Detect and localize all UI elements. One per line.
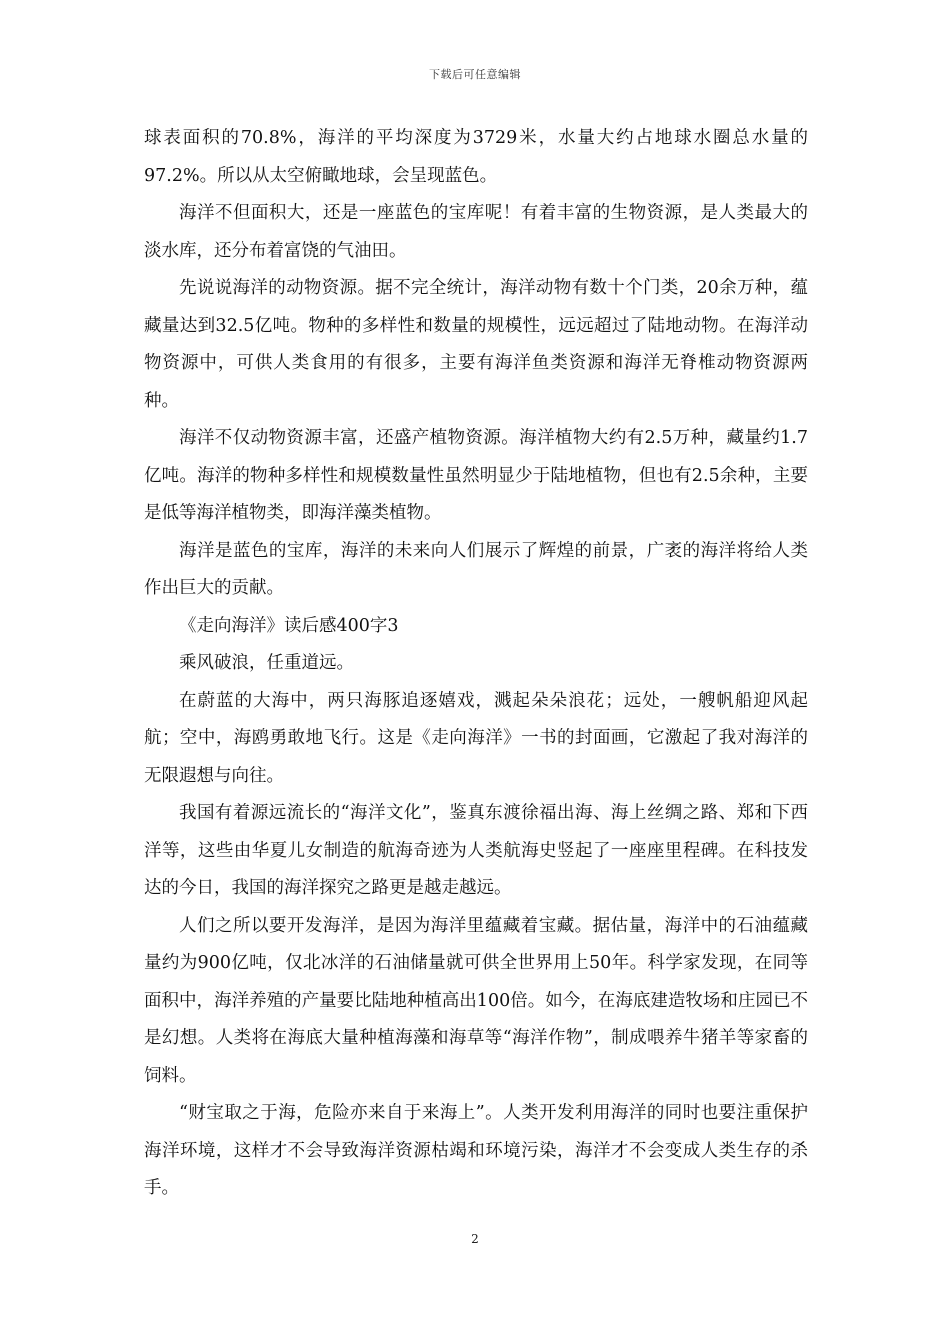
- paragraph: 海洋是蓝色的宝库，海洋的未来向人们展示了辉煌的前景，广袤的海洋将给人类作出巨大的贡献。: [144, 540, 808, 598]
- paragraph: “财宝取之于海，危险亦来自于来海上”。人类开发利用海洋的同时也要注重保护海洋环境，这样才不会导致海洋资源枯竭和环境污染，海洋才不会变成人类生存的杀手。: [144, 1103, 808, 1198]
- section-title: 《走向海洋》读后感400字3: [179, 615, 399, 636]
- paragraph: 球表面积的70.8%，海洋的平均深度为3729米，水量大约占地球水圈总水量的97.2%。所以从太空俯瞰地球，会呈现蓝色。: [144, 128, 808, 186]
- paragraph: 在蔚蓝的大海中，两只海豚追逐嬉戏，溅起朵朵浪花；远处，一艘帆船迎风起航；空中，海鸥勇敢地飞行。这是《走向海洋》一书的封面画，它激起了我对海洋的无限遐想与向往。: [144, 690, 808, 786]
- paragraph: 先说说海洋的动物资源。据不完全统计，海洋动物有数十个门类，20余万种，蕴藏量达到32.5亿吨。物种的多样性和数量的规模性，远远超过了陆地动物。在海洋动物资源中，可供人类食用的有很多，主要有海洋鱼类资源和海洋无脊椎动物资源两种。: [144, 278, 808, 411]
- paragraph: 人们之所以要开发海洋，是因为海洋里蕴藏着宝藏。据估量，海洋中的石油蕴藏量约为900亿吨，仅北冰洋的石油储量就可供全世界用上50年。科学家发现，在同等面积中，海洋养殖的产量要比陆地种植高出100倍。如今，在海底建造牧场和庄园已不是幻想。人类将在海底大量种植海藻和海草等“海洋作物”，制成喂养牛猪羊等家畜的饲料。: [144, 915, 808, 1086]
- document-body: [144, 120, 808, 1208]
- paragraph: 海洋不但面积大，还是一座蓝色的宝库呢！有着丰富的生物资源，是人类最大的淡水库，还分布着富饶的气油田。: [144, 203, 808, 261]
- paragraph: 我国有着源远流长的“海洋文化”，鉴真东渡徐福出海、海上丝绸之路、郑和下西洋等，这些由华夏儿女制造的航海奇迹为人类航海史竖起了一座座里程碑。在科技发达的今日，我国的海洋探究之路更是越走越远。: [144, 803, 808, 898]
- paragraph: 乘风破浪，任重道远。: [179, 653, 354, 673]
- paragraph: 海洋不仅动物资源丰富，还盛产植物资源。海洋植物大约有2.5万种，藏量约1.7亿吨。海洋的物种多样性和规模数量性虽然明显少于陆地植物，但也有2.5余种，主要是低等海洋植物类，即海洋藻类植物。: [144, 428, 808, 523]
- page-number: 2: [471, 1232, 479, 1246]
- page-header: 下载后可任意编辑: [429, 68, 521, 81]
